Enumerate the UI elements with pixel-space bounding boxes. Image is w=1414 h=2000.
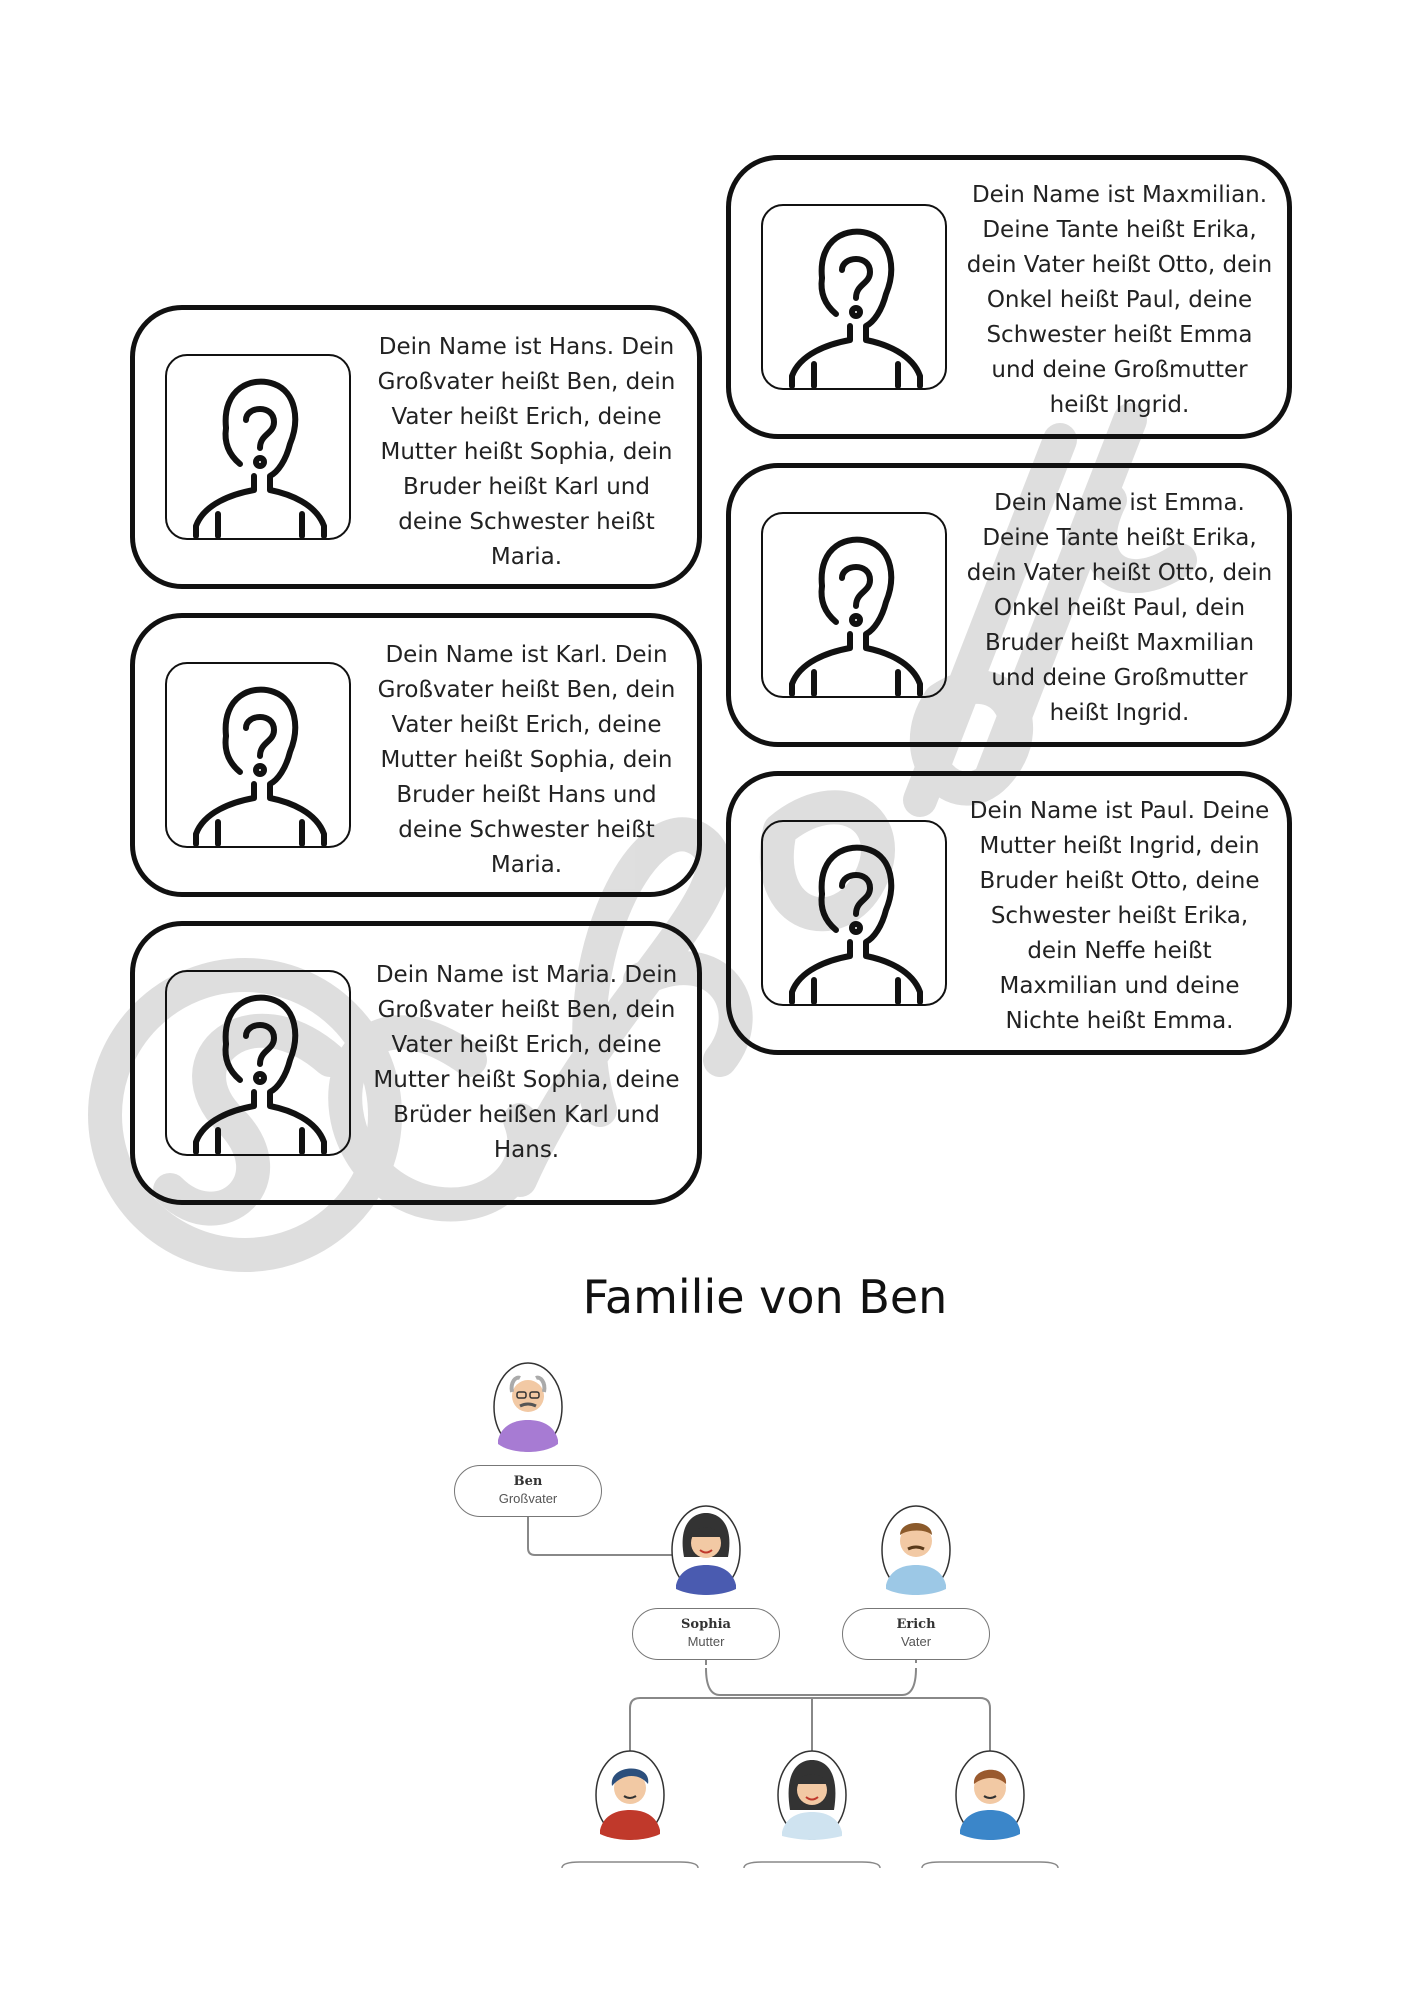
father-avatar — [880, 1505, 952, 1595]
unknown-person-icon — [165, 662, 351, 848]
card-text: Dein Name ist Karl. Dein Großvater heißt Ben, dein Vater heißt Erich, deine Mutter heißt Sophia, dein Bruder heißt Hans und deine Schwester heißt Maria. — [377, 642, 676, 878]
father-name: Erich — [896, 1617, 936, 1632]
card-text: Dein Name ist Hans. Dein Großvater heißt Ben, dein Vater heißt Erich, deine Mutter heißt Sophia, dein Bruder heißt Karl und deine Schwester heißt Maria. — [377, 334, 676, 570]
grandfather-name: Ben — [513, 1474, 543, 1489]
grandfather-avatar — [492, 1362, 564, 1452]
father-label — [842, 1608, 990, 1660]
card-emma — [726, 463, 1292, 747]
unknown-person-icon — [761, 512, 947, 698]
mother-avatar — [670, 1505, 742, 1595]
tree-title: Familie von Ben — [582, 1270, 948, 1324]
unknown-person-icon — [165, 354, 351, 540]
grandfather-role: Großvater — [498, 1491, 558, 1506]
child-avatar-boy — [594, 1750, 666, 1840]
grandfather-label — [454, 1465, 602, 1517]
card-text: Dein Name ist Paul. Deine Mutter heißt Ingrid, dein Bruder heißt Otto, deine Schwester heißt Erika, dein Neffe heißt Maxmilian und deine Nichte heißt Emma. — [969, 798, 1270, 1034]
card-paul — [726, 771, 1292, 1055]
unknown-person-icon — [165, 970, 351, 1156]
card-hans — [130, 305, 702, 589]
child-avatar-girl — [776, 1750, 848, 1840]
mother-role: Mutter — [687, 1634, 725, 1649]
mother-label — [632, 1608, 780, 1660]
card-karl — [130, 613, 702, 897]
unknown-person-icon — [761, 204, 947, 390]
card-text: Dein Name ist Maxmilian. Deine Tante heißt Erika, dein Vater heißt Otto, dein Onkel heißt Paul, deine Schwester heißt Emma und deine Großmutter heißt Ingrid. — [966, 182, 1273, 418]
mother-name: Sophia — [681, 1617, 731, 1632]
card-maria — [130, 921, 702, 1205]
card-text: Dein Name ist Maria. Dein Großvater heißt Ben, dein Vater heißt Erich, deine Mutter heißt Sophia, deine Brüder heißen Karl und Hans. — [373, 962, 680, 1163]
father-role: Vater — [900, 1634, 932, 1649]
child-avatar-boy-2 — [954, 1750, 1026, 1840]
card-maxmilian — [726, 155, 1292, 439]
unknown-person-icon — [761, 820, 947, 1006]
card-text: Dein Name ist Emma. Deine Tante heißt Erika, dein Vater heißt Otto, dein Onkel heißt Paul, dein Bruder heißt Maxmilian und deine Großmutter heißt Ingrid. — [966, 490, 1273, 726]
